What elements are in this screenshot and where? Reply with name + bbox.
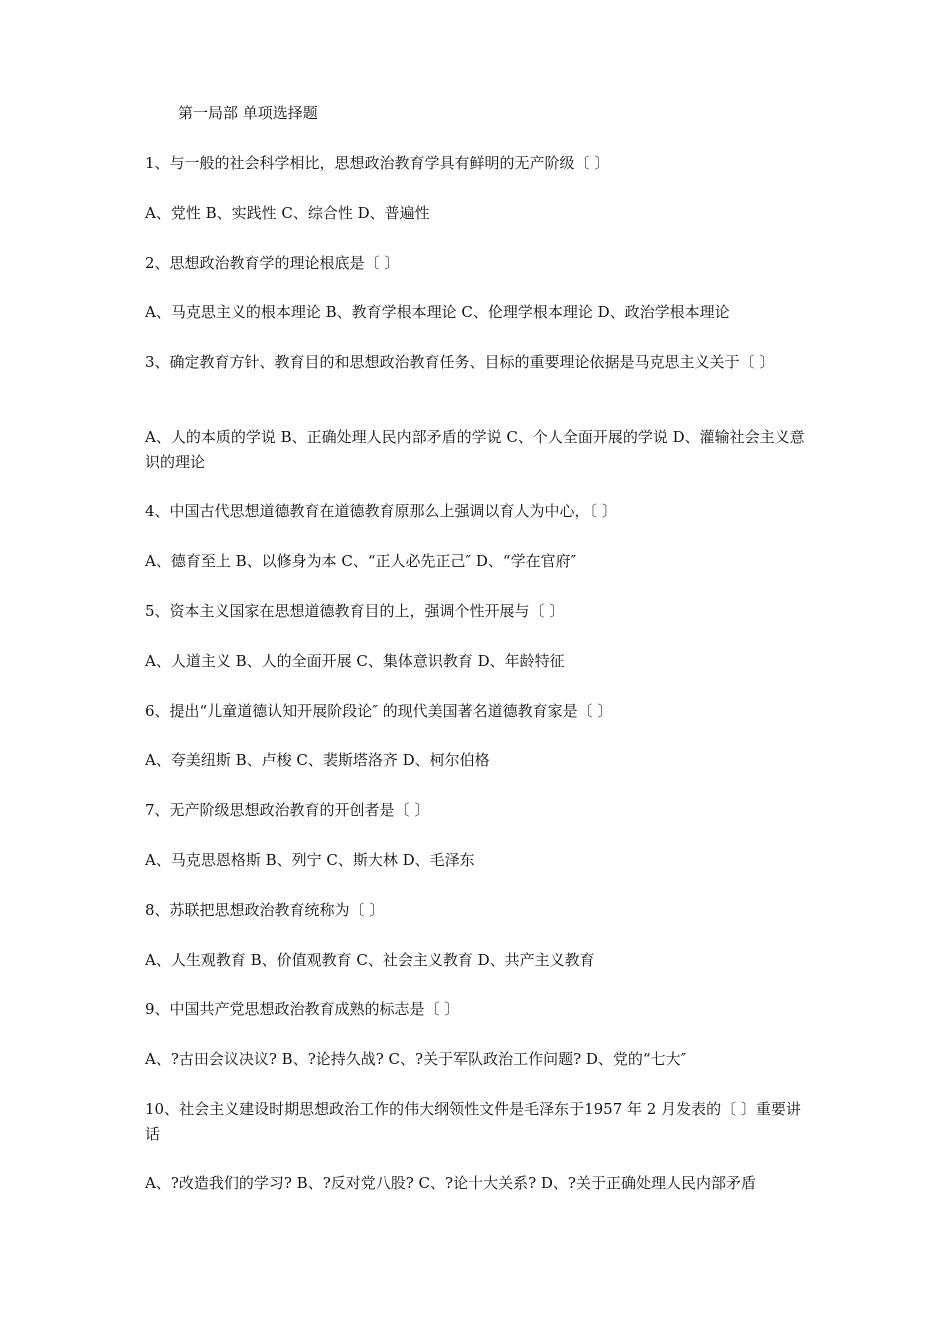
question-4-options: A、德育至上 B、以修身为本 C、“正人必先正己″ D、“学在官府″ <box>145 552 577 570</box>
question-3-stem: 3、确定教育方针、教育目的和思想政治教育任务、目标的重要理论依据是马克思主义关于〔 〕 <box>145 353 775 371</box>
question-2-stem: 2、思想政治教育学的理论根底是〔 〕 <box>145 254 400 272</box>
question-10-stem: 10、社会主义建设时期思想政治工作的伟大纲领性文件是毛泽东于1957 年 2 月发表的〔 〕重要讲话 <box>145 1100 801 1143</box>
question-9-stem: 9、中国共产党思想政治教育成熟的标志是〔 〕 <box>145 1000 460 1018</box>
question-6-stem: 6、提出“儿童道德认知开展阶段论″ 的现代美国著名道德教育家是〔 〕 <box>145 702 613 720</box>
question-2-options: A、马克思主义的根本理论 B、教育学根本理论 C、伦理学根本理论 D、政治学根本理论 <box>145 303 730 321</box>
question-3-options: A、人的本质的学说 B、正确处理人民内部矛盾的学说 C、个人全面开展的学说 D、灌输社会主义意识的理论 <box>145 428 805 471</box>
section-title: 第一局部 单项选择题 <box>178 104 318 122</box>
question-7-stem: 7、无产阶级思想政治教育的开创者是〔 〕 <box>145 801 430 819</box>
question-7-options: A、马克思恩格斯 B、列宁 C、斯大林 D、毛泽东 <box>145 851 475 869</box>
question-4-stem: 4、中国古代思想道德教育在道德教育原那么上强调以育人为中心，〔 〕 <box>145 502 617 520</box>
question-1-stem: 1、与一般的社会科学相比，思想政治教育学具有鲜明的无产阶级〔 〕 <box>145 154 610 172</box>
question-8-options: A、人生观教育 B、价值观教育 C、社会主义教育 D、共产主义教育 <box>145 951 595 969</box>
question-1-options: A、党性 B、实践性 C、综合性 D、普遍性 <box>145 204 430 222</box>
question-5-stem: 5、资本主义国家在思想道德教育目的上，强调个性开展与〔 〕 <box>145 602 565 620</box>
question-6-options: A、夸美纽斯 B、卢梭 C、裴斯塔洛齐 D、柯尔伯格 <box>145 751 490 769</box>
question-5-options: A、人道主义 B、人的全面开展 C、集体意识教育 D、年龄特征 <box>145 652 565 670</box>
question-8-stem: 8、苏联把思想政治教育统称为〔 〕 <box>145 901 385 919</box>
question-9-options: A、?古田会议决议? B、?论持久战? C、?关于军队政治工作问题? D、党的“七大″ <box>145 1050 687 1068</box>
question-10-options: A、?改造我们的学习? B、?反对党八股? C、?论十大关系? D、?关于正确处理人民内部矛盾 <box>145 1174 756 1192</box>
